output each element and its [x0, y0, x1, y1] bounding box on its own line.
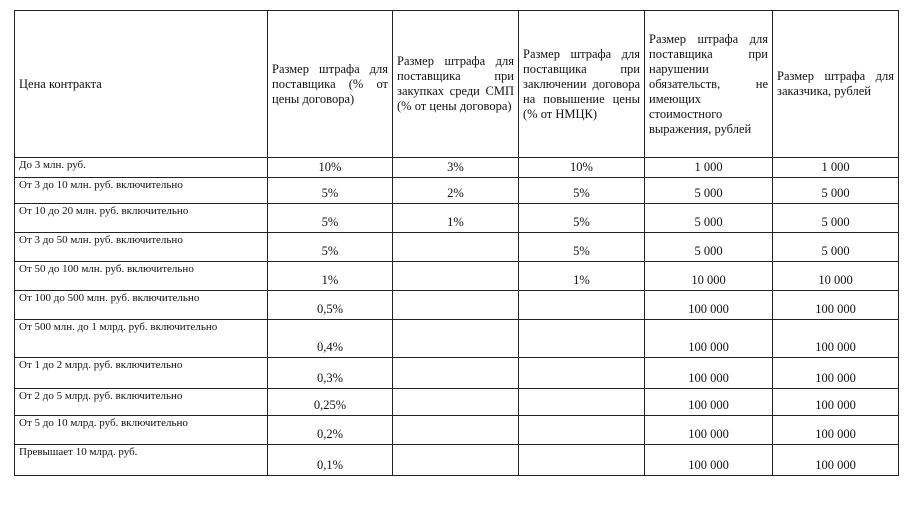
non-monetary-fine-cell: 100 000	[645, 320, 773, 358]
non-monetary-fine-cell: 5 000	[645, 204, 773, 233]
header-contract-price: Цена контракта	[15, 11, 268, 158]
smp-fine-cell: 1%	[393, 204, 519, 233]
price-range-cell: От 3 до 50 млн. руб. включительно	[15, 233, 268, 262]
smp-fine-cell: 3%	[393, 158, 519, 178]
table-row	[15, 178, 899, 204]
customer-fine-cell: 100 000	[773, 358, 899, 389]
supplier-fine-cell: 10%	[268, 158, 393, 178]
supplier-fine-cell: 0,4%	[268, 320, 393, 358]
smp-fine-cell	[393, 416, 519, 445]
header-supplier-fine: Размер штрафа для поставщика (% от цены договора)	[268, 11, 393, 158]
fines-table	[14, 10, 899, 476]
non-monetary-fine-cell: 1 000	[645, 158, 773, 178]
price-range-cell: От 500 млн. до 1 млрд. руб. включительно	[15, 320, 268, 358]
non-monetary-fine-cell: 100 000	[645, 416, 773, 445]
supplier-fine-cell: 0,2%	[268, 416, 393, 445]
price-range-cell: От 5 до 10 млрд. руб. включительно	[15, 416, 268, 445]
supplier-fine-cell: 0,3%	[268, 358, 393, 389]
non-monetary-fine-cell: 100 000	[645, 358, 773, 389]
price-increase-fine-cell	[519, 320, 645, 358]
table-row	[15, 291, 899, 320]
smp-fine-cell	[393, 389, 519, 416]
supplier-fine-cell: 5%	[268, 204, 393, 233]
smp-fine-cell	[393, 320, 519, 358]
price-range-cell: От 1 до 2 млрд. руб. включительно	[15, 358, 268, 389]
table-row	[15, 389, 899, 416]
header-price-increase-fine: Размер штрафа для поставщика при заключении договора на повышение цены (% от НМЦК)	[519, 11, 645, 158]
table-row	[15, 358, 899, 389]
non-monetary-fine-cell: 5 000	[645, 178, 773, 204]
price-increase-fine-cell	[519, 445, 645, 476]
non-monetary-fine-cell: 5 000	[645, 233, 773, 262]
price-increase-fine-cell	[519, 291, 645, 320]
header-smp-fine: Размер штрафа для поставщика при закупках среди СМП (% от цены договора)	[393, 11, 519, 158]
supplier-fine-cell: 0,25%	[268, 389, 393, 416]
table-row	[15, 233, 899, 262]
table-row	[15, 416, 899, 445]
price-increase-fine-cell: 5%	[519, 178, 645, 204]
price-range-cell: От 3 до 10 млн. руб. включительно	[15, 178, 268, 204]
price-increase-fine-cell	[519, 358, 645, 389]
smp-fine-cell	[393, 262, 519, 291]
customer-fine-cell: 10 000	[773, 262, 899, 291]
customer-fine-cell: 100 000	[773, 389, 899, 416]
price-increase-fine-cell: 10%	[519, 158, 645, 178]
customer-fine-cell: 100 000	[773, 291, 899, 320]
non-monetary-fine-cell: 10 000	[645, 262, 773, 291]
table-row	[15, 158, 899, 178]
supplier-fine-cell: 1%	[268, 262, 393, 291]
table-row	[15, 204, 899, 233]
header-row	[15, 11, 899, 158]
price-range-cell: От 50 до 100 млн. руб. включительно	[15, 262, 268, 291]
price-range-cell: До 3 млн. руб.	[15, 158, 268, 178]
table-row	[15, 445, 899, 476]
supplier-fine-cell: 5%	[268, 178, 393, 204]
header-customer-fine: Размер штрафа для заказчика, рублей	[773, 11, 899, 158]
customer-fine-cell: 1 000	[773, 158, 899, 178]
price-increase-fine-cell	[519, 416, 645, 445]
supplier-fine-cell: 0,1%	[268, 445, 393, 476]
smp-fine-cell	[393, 358, 519, 389]
customer-fine-cell: 100 000	[773, 320, 899, 358]
smp-fine-cell	[393, 291, 519, 320]
non-monetary-fine-cell: 100 000	[645, 445, 773, 476]
table-row	[15, 320, 899, 358]
price-range-cell: От 2 до 5 млрд. руб. включительно	[15, 389, 268, 416]
customer-fine-cell: 100 000	[773, 445, 899, 476]
smp-fine-cell	[393, 233, 519, 262]
non-monetary-fine-cell: 100 000	[645, 291, 773, 320]
table-row	[15, 262, 899, 291]
supplier-fine-cell: 0,5%	[268, 291, 393, 320]
price-increase-fine-cell: 1%	[519, 262, 645, 291]
smp-fine-cell: 2%	[393, 178, 519, 204]
price-range-cell: Превышает 10 млрд. руб.	[15, 445, 268, 476]
customer-fine-cell: 5 000	[773, 178, 899, 204]
customer-fine-cell: 5 000	[773, 204, 899, 233]
supplier-fine-cell: 5%	[268, 233, 393, 262]
header-non-monetary-fine: Размер штрафа для поставщика при нарушении обязательств, не имеющих стоимостного выражения, рублей	[645, 11, 773, 158]
customer-fine-cell: 5 000	[773, 233, 899, 262]
non-monetary-fine-cell: 100 000	[645, 389, 773, 416]
smp-fine-cell	[393, 445, 519, 476]
customer-fine-cell: 100 000	[773, 416, 899, 445]
price-increase-fine-cell: 5%	[519, 233, 645, 262]
price-range-cell: От 10 до 20 млн. руб. включительно	[15, 204, 268, 233]
price-increase-fine-cell: 5%	[519, 204, 645, 233]
price-increase-fine-cell	[519, 389, 645, 416]
price-range-cell: От 100 до 500 млн. руб. включительно	[15, 291, 268, 320]
